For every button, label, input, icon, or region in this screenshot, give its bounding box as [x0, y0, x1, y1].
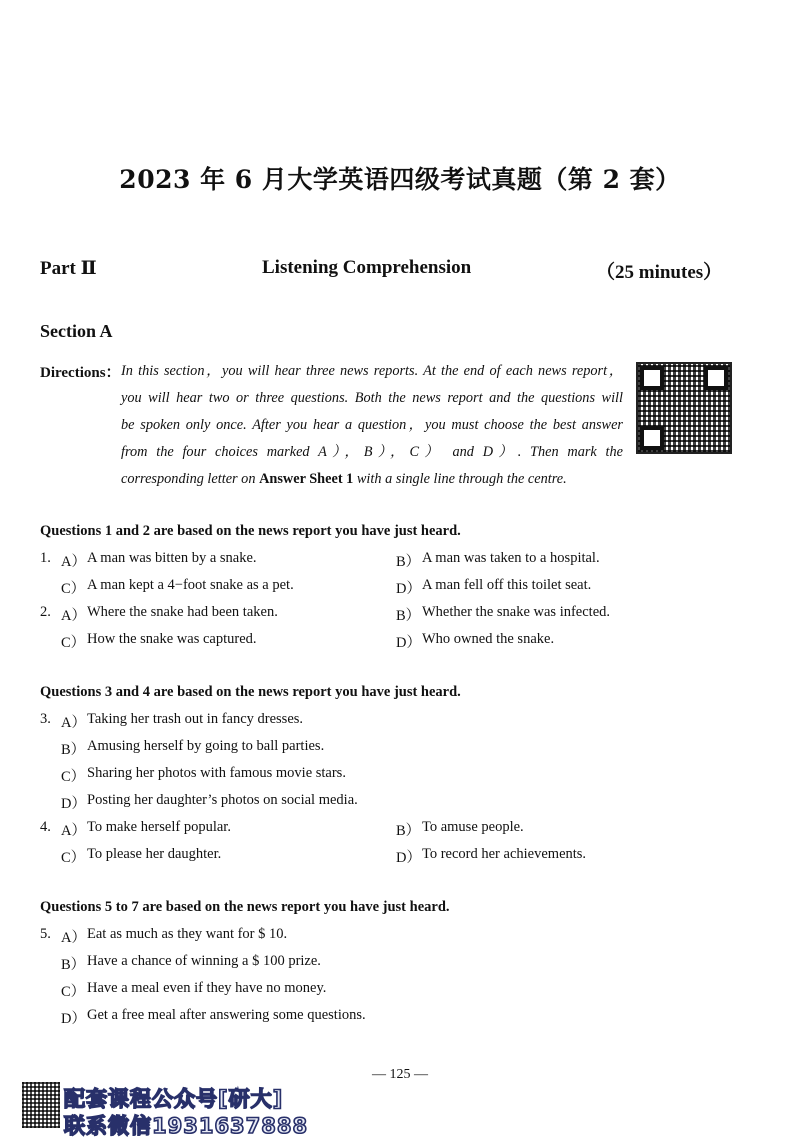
question-number: 3.: [40, 711, 51, 727]
question-number: 1.: [40, 550, 51, 566]
option-letter: C）: [61, 769, 86, 785]
option-letter: D）: [61, 796, 86, 812]
qr-code: [636, 362, 732, 454]
directions-line: [121, 466, 623, 493]
option-text: How the snake was captured.: [87, 631, 257, 647]
part-name: Listening Comprehension: [262, 257, 472, 278]
option-letter: B）: [61, 742, 86, 758]
option-text: Eat as much as they want for $ 10.: [87, 926, 288, 942]
option-text: A man was taken to a hospital.: [422, 550, 600, 566]
option-text: Where the snake had been taken.: [87, 604, 278, 620]
section-heading: Section A: [40, 321, 113, 341]
qr-finder: [704, 366, 728, 390]
option-text: Have a meal even if they have no money.: [87, 980, 327, 996]
directions-line: you will hear two or three questions. Both the news report and the questions will: [121, 390, 623, 406]
option-letter: B）: [396, 823, 421, 839]
option-letter: A）: [61, 930, 86, 946]
directions-line-end: with a single line through the centre.: [356, 471, 567, 487]
option-text: To please her daughter.: [87, 846, 222, 862]
question-number: 5.: [40, 926, 51, 942]
directions-label: Directions：: [40, 365, 121, 381]
option-letter: C）: [61, 635, 86, 651]
option-text: Get a free meal after answering some questions.: [87, 1007, 366, 1023]
option-text: A man was bitten by a snake.: [87, 550, 257, 566]
option-text: To amuse people.: [422, 819, 524, 835]
directions-line-start: corresponding letter on: [121, 471, 256, 487]
directions-text: [121, 358, 623, 493]
qr-finder: [640, 426, 664, 450]
option-letter: D）: [396, 635, 421, 651]
part-time: （25 minutes）: [596, 262, 723, 283]
directions-line: In this section，you will hear three news reports. At the end of each news report，: [121, 363, 623, 379]
page-title: 2023 年 6 月大学英语四级考试真题（第 2 套）: [119, 165, 681, 194]
option-text: To record her achievements.: [422, 846, 587, 862]
option-text: Sharing her photos with famous movie stars.: [87, 765, 346, 781]
question-number: 2.: [40, 604, 51, 620]
question-group-heading: Questions 3 and 4 are based on the news report you have just heard.: [40, 684, 461, 700]
page-number: — 125 —: [372, 1067, 428, 1082]
option-letter: B）: [396, 554, 421, 570]
option-text: Amusing herself by going to ball parties.: [87, 738, 325, 754]
watermark-line: 联系微信1931637888: [64, 1114, 309, 1138]
option-letter: C）: [61, 581, 86, 597]
question-group-heading: Questions 5 to 7 are based on the news report you have just heard.: [40, 899, 450, 915]
part-label: Part Ⅱ: [40, 258, 97, 279]
option-letter: D）: [396, 850, 421, 866]
question-number: 4.: [40, 819, 51, 835]
option-text: To make herself popular.: [87, 819, 231, 835]
qr-finder: [640, 366, 664, 390]
watermark-line: 配套课程公众号[研大]: [64, 1087, 284, 1111]
option-text: Who owned the snake.: [422, 631, 555, 647]
watermark-qr-code: [22, 1082, 60, 1128]
option-text: Have a chance of winning a $ 100 prize.: [87, 953, 321, 969]
answer-sheet-label: Answer Sheet 1: [259, 471, 354, 487]
option-letter: B）: [396, 608, 421, 624]
directions-line: from the four choices marked A），B），C） and D）. Then mark the: [121, 444, 623, 460]
option-letter: D）: [396, 581, 421, 597]
option-letter: C）: [61, 850, 86, 866]
option-letter: A）: [61, 608, 86, 624]
directions-line: be spoken only once. After you hear a question，you must choose the best answer: [121, 417, 623, 433]
option-letter: B）: [61, 957, 86, 973]
option-text: Posting her daughter’s photos on social media.: [87, 792, 358, 808]
option-text: Taking her trash out in fancy dresses.: [87, 711, 304, 727]
question-group-heading: Questions 1 and 2 are based on the news report you have just heard.: [40, 523, 461, 539]
option-text: A man fell off this toilet seat.: [422, 577, 592, 593]
option-letter: D）: [61, 1011, 86, 1027]
option-letter: A）: [61, 554, 86, 570]
option-text: A man kept a 4−foot snake as a pet.: [87, 577, 294, 593]
option-text: Whether the snake was infected.: [422, 604, 611, 620]
option-letter: A）: [61, 715, 86, 731]
option-letter: A）: [61, 823, 86, 839]
option-letter: C）: [61, 984, 86, 1000]
